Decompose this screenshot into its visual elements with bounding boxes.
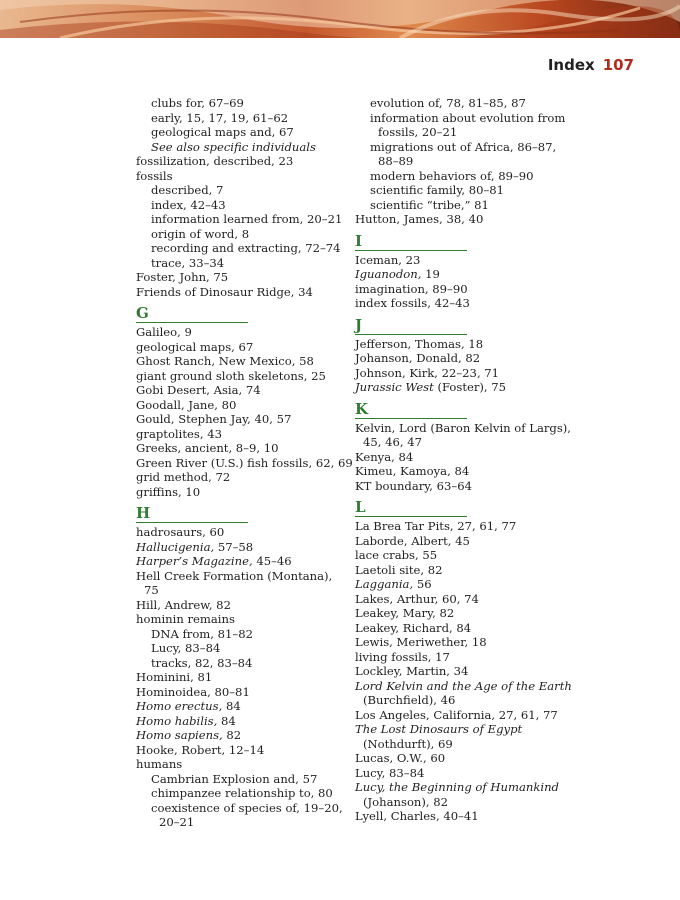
index-entry: Lyell, Charles, 40–41 <box>355 809 479 823</box>
index-entry <box>355 780 559 795</box>
index-entry <box>355 722 555 737</box>
index-entry: Lewis, Meriwether, 18 <box>355 635 487 649</box>
entry-pages: 57–58 <box>214 539 254 554</box>
index-entry: Kelvin, Lord (Baron Kelvin of Largs), <box>355 420 571 435</box>
index-entry: Leakey, Richard, 84 <box>355 620 472 635</box>
index-subentry: scientific family, 80–81 <box>370 183 505 197</box>
index-subentry: migrations out of Africa, 86–87, <box>370 139 557 154</box>
index-entry: Friends of Dinosaur Ridge, 34 <box>136 284 313 299</box>
index-entry: giant ground sloth skeletons, 25 <box>136 368 326 383</box>
index-entry: KT boundary, 63–64 <box>355 478 472 493</box>
index-entry: Iceman, 23 <box>355 252 421 267</box>
index-entry: hadrosaurs, 60 <box>136 525 225 539</box>
entry-italic-title: Homo habilis, <box>136 713 218 728</box>
section-letter-heading: L <box>355 499 467 517</box>
index-entry: Green River (U.S.) fish fossils, 62, 69 <box>136 455 353 470</box>
entry-italic-title: Hallucigenia, <box>136 539 215 554</box>
entry-italic-title: Harper’s Magazine, <box>136 554 253 568</box>
index-entry: Johanson, Donald, 82 <box>355 351 481 365</box>
index-entry: fossilization, described, 23 <box>136 154 294 168</box>
index-entry: graptolites, 43 <box>136 426 222 441</box>
header-banner-image <box>0 0 680 38</box>
section-letter-heading: G <box>136 305 248 323</box>
index-subentry: origin of word, 8 <box>151 226 250 241</box>
index-entry: Kenya, 84 <box>355 449 414 464</box>
index-entry: humans <box>136 757 183 771</box>
index-entry: Hutton, James, 38, 40 <box>355 212 484 226</box>
index-entry: imagination, 89–90 <box>355 281 468 296</box>
entry-italic-title: Iguanodon, <box>355 267 422 281</box>
index-entry: Lockley, Martin, 34 <box>355 664 469 678</box>
index-entry: Hill, Andrew, 82 <box>136 597 231 612</box>
index-subentry: clubs for, 67–69 <box>151 96 244 110</box>
index-column-right <box>355 96 572 824</box>
index-entry: fossils <box>136 168 173 183</box>
header-title: Index <box>547 56 595 74</box>
index-subentry: described, 7 <box>151 183 224 197</box>
index-entry: Lucy, 83–84 <box>355 765 425 780</box>
index-subentry: See also specific individuals <box>151 139 316 154</box>
index-entry: living fossils, 17 <box>355 649 450 664</box>
index-entry-continuation: (Burchfield), 46 <box>363 693 456 707</box>
index-entry: Foster, John, 75 <box>136 270 229 284</box>
index-entry: Ghost Ranch, New Mexico, 58 <box>136 354 314 368</box>
entry-pages: 19 <box>421 267 440 281</box>
index-entry-continuation: 75 <box>144 583 159 597</box>
index-entry <box>355 678 572 694</box>
index-entry: La Brea Tar Pits, 27, 61, 77 <box>355 519 517 533</box>
index-entry: Lakes, Arthur, 60, 74 <box>355 591 479 606</box>
index-subentry: index, 42–43 <box>151 197 226 212</box>
entry-pages: (Foster), 75 <box>433 380 507 394</box>
index-entry <box>355 380 555 395</box>
index-subentry: Lucy, 83–84 <box>151 641 221 655</box>
index-entry: Hell Creek Formation (Montana), <box>136 568 333 583</box>
index-entry: Laetoli site, 82 <box>355 562 443 577</box>
index-entry-continuation: 45, 46, 47 <box>363 435 422 449</box>
index-entry <box>136 714 346 729</box>
section-letter-heading: K <box>355 401 467 419</box>
page-header <box>548 56 634 74</box>
entry-pages: 56 <box>413 577 432 591</box>
entry-pages: 82 <box>222 728 242 742</box>
index-entry <box>136 554 346 569</box>
index-entry-continuation: (Nothdurft), 69 <box>363 736 453 751</box>
index-entry: Gobi Desert, Asia, 74 <box>136 383 261 397</box>
section-letter-heading: J <box>355 317 467 335</box>
index-subentry: evolution of, 78, 81–85, 87 <box>370 96 526 110</box>
index-subentry: early, 15, 17, 19, 61–62 <box>151 110 289 125</box>
index-entry-continuation: 20–21 <box>159 815 195 829</box>
section-letter-heading: I <box>355 233 467 251</box>
index-entry <box>355 577 555 592</box>
index-entry: Hooke, Robert, 12–14 <box>136 742 265 757</box>
index-entry: Lucas, O.W., 60 <box>355 751 446 765</box>
index-entry <box>136 540 346 555</box>
entry-pages: 45–46 <box>252 554 292 568</box>
index-column-left <box>136 96 353 830</box>
index-entry: Galileo, 9 <box>136 325 192 339</box>
index-entry: grid method, 72 <box>136 470 231 484</box>
entry-pages: 84 <box>222 699 241 713</box>
index-entry: Johnson, Kirk, 22–23, 71 <box>355 365 500 380</box>
index-subentry: chimpanzee relationship to, 80 <box>151 786 333 800</box>
index-entry: Laborde, Albert, 45 <box>355 533 470 548</box>
entry-italic-title: Lucy, the Beginning of Humankind <box>355 780 559 794</box>
index-entry-continuation: 88–89 <box>378 154 414 168</box>
index-entry: Goodall, Jane, 80 <box>136 397 237 412</box>
index-subentry: DNA from, 81–82 <box>151 626 253 641</box>
index-subentry: tracks, 82, 83–84 <box>151 655 253 670</box>
index-subentry: modern behaviors of, 89–90 <box>370 168 534 183</box>
index-entry: lace crabs, 55 <box>355 548 438 562</box>
index-entry <box>136 728 346 743</box>
entry-italic-title: Homo sapiens, <box>136 728 223 742</box>
index-entry: Kimeu, Kamoya, 84 <box>355 464 470 478</box>
index-subentry: Cambrian Explosion and, 57 <box>151 771 318 786</box>
index-subentry: scientific “tribe,” 81 <box>370 197 489 212</box>
index-entry-continuation: fossils, 20–21 <box>378 125 458 139</box>
index-subentry: geological maps and, 67 <box>151 125 294 139</box>
index-entry <box>355 267 555 282</box>
index-entry: geological maps, 67 <box>136 339 254 354</box>
index-entry: Greeks, ancient, 8–9, 10 <box>136 441 279 455</box>
entry-italic-title: The Lost Dinosaurs of Egypt <box>355 722 523 736</box>
index-entry-continuation: (Johanson), 82 <box>363 794 449 809</box>
index-subentry: trace, 33–34 <box>151 255 225 270</box>
index-subentry: coexistence of species of, 19–20, <box>151 800 343 815</box>
entry-pages: 84 <box>217 713 236 728</box>
index-subentry: recording and extracting, 72–74 <box>151 241 341 255</box>
index-entry: Gould, Stephen Jay, 40, 57 <box>136 412 292 426</box>
entry-italic-title: Homo erectus, <box>136 699 223 713</box>
index-subentry: information learned from, 20–21 <box>151 212 343 226</box>
index-entry: Hominoidea, 80–81 <box>136 684 250 699</box>
index-entry <box>136 699 346 714</box>
index-entry: Los Angeles, California, 27, 61, 77 <box>355 707 558 722</box>
entry-italic-title: Laggania, <box>355 577 414 591</box>
page-number: 107 <box>602 56 634 74</box>
section-letter-heading: H <box>136 505 248 523</box>
index-entry: griffins, 10 <box>136 484 201 499</box>
index-entry: index fossils, 42–43 <box>355 296 470 310</box>
index-entry: hominin remains <box>136 612 235 626</box>
index-entry: Jefferson, Thomas, 18 <box>355 336 484 351</box>
index-entry: Leakey, Mary, 82 <box>355 606 455 620</box>
entry-italic-title: Jurassic West <box>355 380 434 394</box>
entry-italic-title: Lord Kelvin and the Age of the Earth <box>355 678 572 693</box>
index-entry: Hominini, 81 <box>136 670 213 684</box>
index-subentry: information about evolution from <box>370 110 566 125</box>
